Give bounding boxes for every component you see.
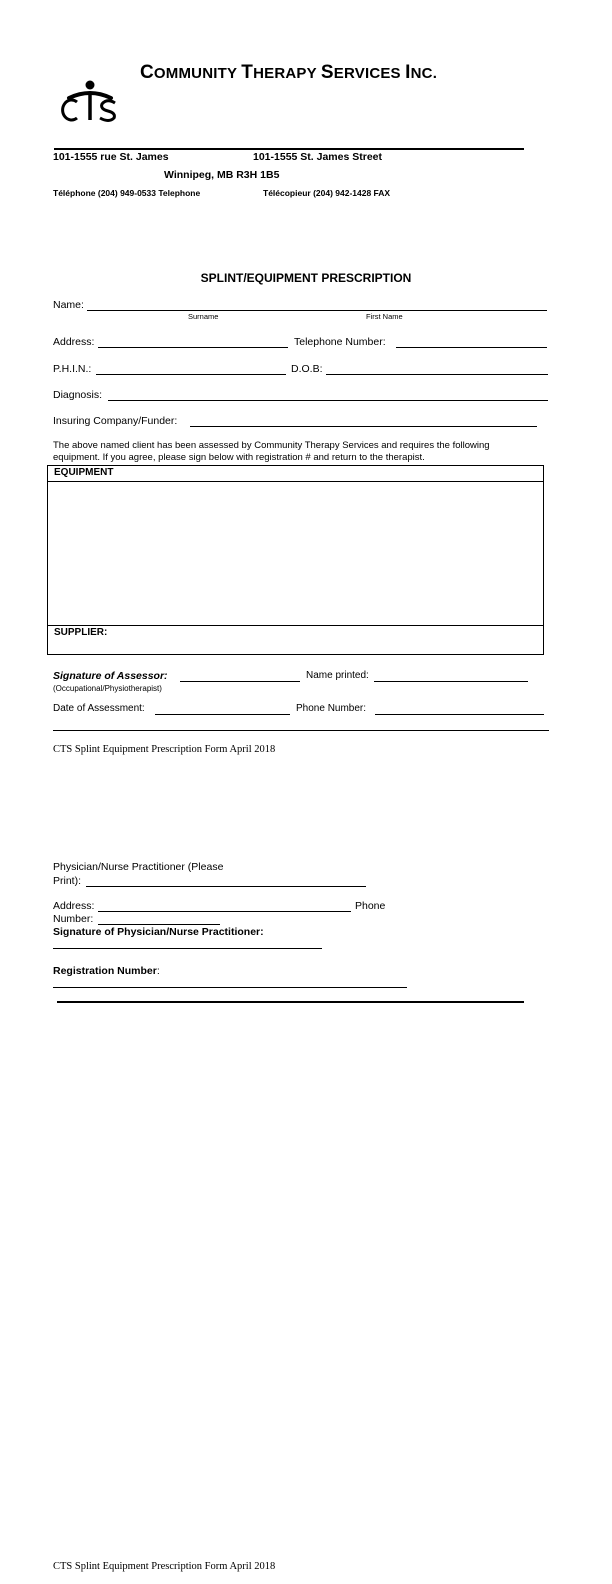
diagnosis-field[interactable] — [108, 400, 548, 401]
insurer-label: Insuring Company/Funder: — [53, 415, 178, 427]
supplier-label: SUPPLIER: — [54, 627, 108, 638]
supplier-field[interactable] — [118, 626, 543, 654]
bottom-divider — [57, 1001, 524, 1003]
assessor-role-caption: (Occupational/Physiotherapist) — [53, 684, 162, 693]
insurer-field[interactable] — [190, 426, 537, 427]
registration-number-label: Registration Number: — [53, 965, 160, 977]
telephone-number: Téléphone (204) 949-0533 Telephone — [53, 188, 201, 198]
physician-name-field[interactable] — [86, 886, 366, 887]
physician-address-label: Address: — [53, 900, 95, 912]
address-label: Address: — [53, 336, 95, 348]
physician-address-field[interactable] — [98, 911, 351, 912]
assessor-signature-label: Signature of Assessor: — [53, 670, 168, 682]
equipment-field[interactable] — [48, 482, 543, 624]
physician-number-label: Number: — [53, 913, 94, 925]
phone-number-label: Phone Number: — [296, 703, 367, 714]
name-label: Name: — [53, 299, 84, 311]
assessment-date-label: Date of Assessment: — [53, 703, 145, 714]
firstname-caption: First Name — [366, 312, 403, 321]
name-printed-label: Name printed: — [306, 670, 369, 681]
phin-label: P.H.I.N.: — [53, 363, 92, 375]
equipment-label: EQUIPMENT — [54, 467, 114, 478]
diagnosis-label: Diagnosis: — [53, 389, 103, 401]
consent-text: The above named client has been assessed by Community Therapy Services and requires the following equipment. If you agree, please sign below with registration # and return to the therapist. — [53, 440, 490, 463]
telephone-field[interactable] — [396, 347, 547, 348]
address-field[interactable] — [98, 347, 288, 348]
footer-mid: CTS Splint Equipment Prescription Form April 2018 — [53, 744, 276, 755]
physician-print-label: Physician/Nurse Practitioner (Please — [53, 861, 224, 873]
assessor-signature-field[interactable] — [180, 681, 300, 682]
telephone-label: Telephone Number: — [294, 336, 386, 348]
footer-bottom: CTS Splint Equipment Prescription Form April 2018 — [53, 1561, 276, 1572]
address-english: 101-1555 St. James Street — [253, 151, 382, 163]
cts-logo — [55, 78, 125, 124]
section-separator — [53, 730, 549, 731]
address-city: Winnipeg, MB R3H 1B5 — [164, 169, 280, 181]
form-title: SPLINT/EQUIPMENT PRESCRIPTION — [200, 271, 412, 285]
company-name: COMMUNITY THERAPY SERVICES INC. — [140, 62, 438, 83]
header-divider — [54, 148, 524, 150]
physician-print-label-2: Print): — [53, 875, 82, 887]
fax-number: Télécopieur (204) 942-1428 FAX — [263, 188, 391, 198]
dob-label: D.O.B: — [291, 363, 323, 375]
assessment-date-field[interactable] — [155, 714, 290, 715]
surname-caption: Surname — [188, 312, 219, 321]
equipment-box — [47, 465, 544, 655]
registration-number-field[interactable] — [53, 987, 407, 988]
physician-phone-field[interactable] — [98, 924, 220, 925]
dob-field[interactable] — [326, 374, 548, 375]
physician-signature-label: Signature of Physician/Nurse Practitioner: — [53, 926, 264, 938]
name-printed-field[interactable] — [374, 681, 528, 682]
physician-signature-field[interactable] — [53, 948, 322, 949]
name-field[interactable] — [87, 310, 547, 311]
address-french: 101-1555 rue St. James — [53, 151, 169, 163]
physician-phone-label: Phone — [355, 900, 386, 912]
phin-field[interactable] — [96, 374, 286, 375]
phone-number-field[interactable] — [375, 714, 544, 715]
